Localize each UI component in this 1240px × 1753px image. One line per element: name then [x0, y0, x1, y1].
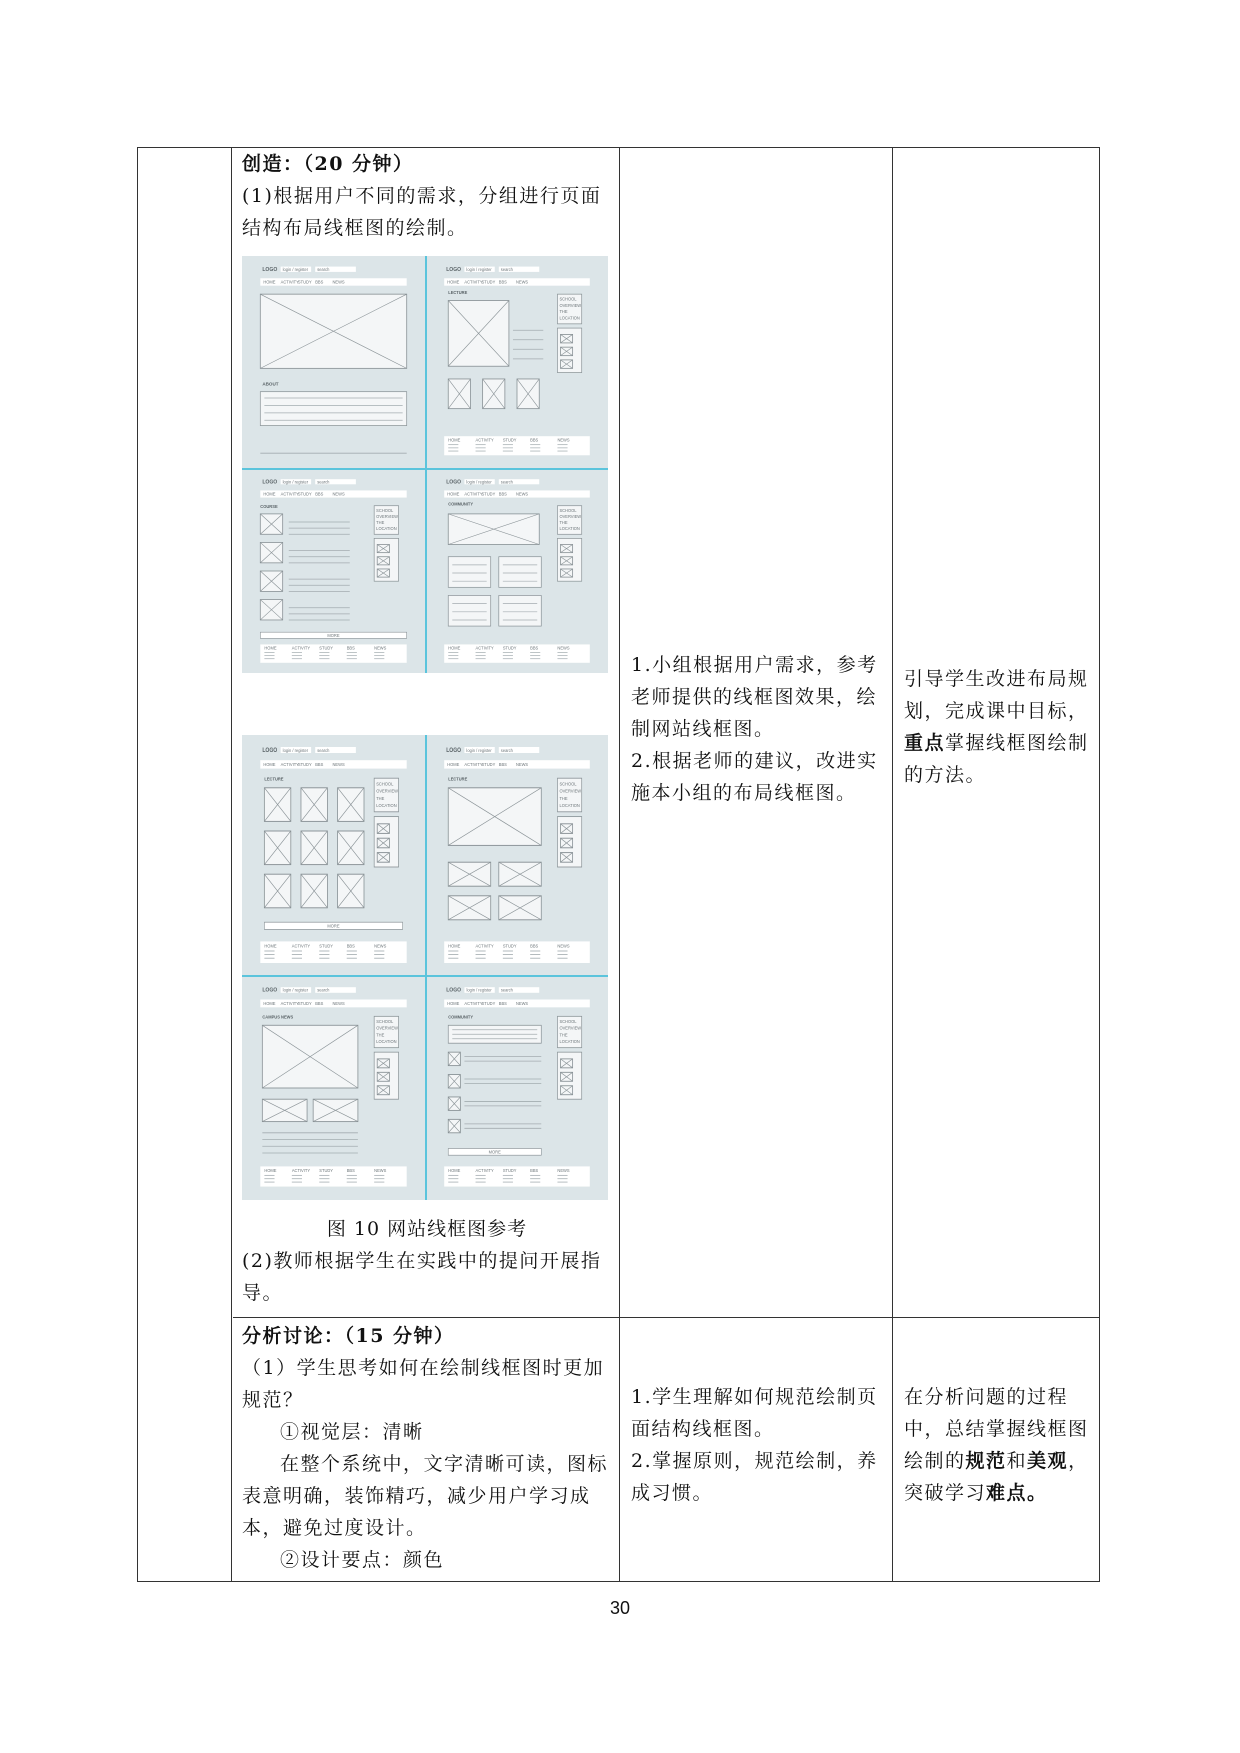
sidebar-link: THE [376, 795, 385, 801]
wireframe-campus-news [242, 976, 425, 1200]
footer-heading: STUDY [319, 1167, 334, 1174]
lesson-table [137, 147, 1100, 1582]
wireframe-nav-item: BBS [498, 279, 507, 285]
wireframe-course [242, 469, 425, 673]
wireframe-nav-item: HOME [447, 491, 460, 497]
footer-heading: HOME [448, 437, 461, 443]
content-box [499, 557, 541, 588]
analysis-intent-cell [904, 1381, 1094, 1509]
wireframe-nav-item: STUDY [297, 761, 312, 768]
wireframe-nav-item: STUDY [297, 279, 312, 285]
sidebar-link: OVERVIEW [376, 1025, 398, 1031]
wireframe-more-label: MORE [327, 632, 340, 638]
footer-heading: ACTIVITY [291, 943, 311, 949]
wireframe-community-list [426, 976, 608, 1200]
wireframe-logo: LOGO [446, 987, 462, 994]
footer-heading: STUDY [502, 1167, 517, 1174]
wireframe-svg [242, 735, 425, 975]
analysis-point-1-body: 在整个系统中，文字清晰可读，图标表意明确，装饰精巧，减少用户学习成本，避免过度设计。 [242, 1453, 609, 1539]
wireframe-login: login / register [466, 747, 492, 753]
page-number: 30 [609, 1598, 631, 1618]
footer-heading: NEWS [557, 943, 570, 949]
intent-text: 引导学生改进布局规划，完成课中目标， [904, 668, 1089, 722]
wireframe-nav-item: ACTIVITY [280, 761, 299, 768]
footer-heading: ACTIVITY [475, 645, 494, 651]
intent-emphasis: 重点 [904, 732, 946, 754]
wireframe-nav-item: HOME [263, 761, 276, 768]
intent-emphasis: 难点。 [986, 1482, 1048, 1504]
footer-heading: ACTIVITY [291, 645, 311, 651]
wireframe-search: search [317, 479, 330, 485]
footer-heading: NEWS [374, 943, 387, 949]
footer-heading: NEWS [374, 645, 387, 651]
analysis-student-activity-1: 1.学生理解如何规范绘制页面结构线框图。 [631, 1386, 878, 1440]
wireframe-section-label: COURSE [260, 503, 278, 509]
wireframe-nav-item: HOME [263, 279, 276, 285]
wireframe-login: login / register [282, 266, 309, 272]
analysis-heading: 分析讨论：（15 分钟） [242, 1325, 455, 1347]
wireframe-nav-item: ACTIVITY [280, 491, 299, 497]
sidebar-link: SCHOOL [376, 781, 394, 787]
footer-heading: NEWS [557, 645, 570, 651]
sidebar-link: OVERVIEW [559, 302, 582, 308]
wireframe-logo: LOGO [446, 479, 462, 486]
wireframe-nav-item: NEWS [515, 1000, 529, 1007]
wireframe-lecture-grid [242, 735, 425, 975]
wireframe-svg [426, 256, 608, 468]
wireframe-group-1 [242, 256, 608, 673]
wireframe-community [426, 469, 608, 673]
footer-heading: HOME [264, 645, 277, 651]
intent-text: 在分析问题的过程中，总结掌握线框图绘制的 [904, 1386, 1089, 1472]
wireframe-nav-item: BBS [498, 1000, 507, 1007]
sidebar-link: OVERVIEW [559, 513, 582, 519]
wireframe-login: login / register [466, 987, 492, 993]
sidebar-link: THE [559, 795, 568, 801]
sidebar-link: LOCATION [376, 802, 397, 809]
sidebar-link: THE [559, 1032, 568, 1038]
wireframe-nav-item: STUDY [297, 1000, 312, 1007]
wireframe-nav-item: BBS [315, 1000, 324, 1007]
create-student-cell [631, 649, 881, 809]
create-para-2-cell [242, 1245, 612, 1309]
sidebar-link: LOCATION [559, 802, 580, 809]
sidebar-link: LOCATION [559, 315, 580, 321]
wireframe-nav-item: NEWS [515, 491, 529, 497]
footer-heading: ACTIVITY [475, 437, 494, 443]
sidebar-link: SCHOOL [376, 507, 394, 513]
content-box [448, 557, 490, 588]
sidebar-link: OVERVIEW [559, 1025, 582, 1031]
wireframe-section-label: CAMPUS NEWS [262, 1014, 294, 1020]
sidebar-link: THE [559, 520, 568, 526]
footer-heading: STUDY [319, 943, 334, 949]
table-divider [619, 148, 620, 1581]
wireframe-svg [426, 976, 608, 1200]
sidebar-link: LOCATION [376, 526, 397, 532]
wireframe-lecture [426, 256, 608, 468]
wireframe-svg [242, 976, 425, 1200]
wireframe-logo: LOGO [446, 747, 462, 754]
wireframe-nav-item: BBS [315, 279, 324, 285]
wireframe-lecture-detail [426, 735, 608, 975]
wireframe-home [242, 256, 425, 468]
wireframe-svg [426, 735, 608, 975]
create-design-intent [904, 663, 1094, 791]
footer-heading: NEWS [557, 437, 570, 443]
wireframe-logo: LOGO [446, 266, 462, 273]
footer-heading: HOME [448, 943, 461, 949]
sidebar-link: SCHOOL [559, 296, 577, 302]
wireframe-nav-item: ACTIVITY [464, 1000, 483, 1007]
wireframe-section-label: LECTURE [448, 290, 468, 296]
sidebar-link: THE [559, 309, 568, 315]
sidebar-link: OVERVIEW [559, 788, 582, 794]
footer-heading: BBS [346, 645, 355, 651]
intent-text: 掌握线框图绘制的方法。 [904, 732, 1089, 786]
wireframe-search: search [500, 987, 513, 993]
table-row-divider [233, 1317, 1099, 1318]
wireframe-nav-item: ACTIVITY [464, 761, 483, 768]
sidebar-link: LOCATION [376, 1039, 397, 1045]
wireframe-svg [242, 469, 425, 673]
wireframe-nav-item: BBS [315, 491, 324, 497]
wireframe-login: login / register [282, 747, 309, 753]
wireframe-login: login / register [282, 987, 309, 993]
analysis-content-cell [242, 1320, 612, 1576]
wireframe-logo: LOGO [262, 987, 278, 994]
sidebar-link: SCHOOL [559, 1018, 577, 1025]
wireframe-search: search [500, 479, 513, 485]
wireframe-logo: LOGO [262, 747, 278, 754]
analysis-point-1: ①视觉层：清晰 [280, 1421, 424, 1443]
wireframe-nav-item: BBS [315, 761, 324, 768]
intent-emphasis: 规范 [965, 1450, 1007, 1472]
wireframe-svg [426, 469, 608, 673]
footer-heading: STUDY [502, 645, 517, 651]
wireframe-nav-item: NEWS [332, 279, 345, 285]
intent-text: ，突破学习 [904, 1450, 1089, 1504]
footer-heading: NEWS [374, 1167, 387, 1174]
wireframe-login: login / register [282, 479, 309, 485]
wireframe-nav-item: ACTIVITY [280, 1000, 299, 1007]
wireframe-logo: LOGO [262, 479, 278, 486]
create-intent-cell [904, 663, 1094, 791]
wireframe-divider [242, 468, 608, 470]
footer-heading: HOME [264, 1167, 277, 1174]
wireframe-section-label: COMMUNITY [448, 501, 474, 507]
sidebar-link: SCHOOL [559, 781, 577, 787]
intent-text: 和 [1006, 1450, 1028, 1472]
wireframe-nav-item: HOME [447, 761, 460, 768]
footer-heading: NEWS [557, 1167, 570, 1174]
create-para-1: (1)根据用户不同的需求，分组进行页面结构布局线框图的绘制。 [242, 185, 602, 239]
create-heading: 创造：（20 分钟） [242, 153, 414, 175]
analysis-student-activity-2: 2.掌握原则，规范绘制，养成习惯。 [631, 1450, 878, 1504]
wireframe-svg [242, 256, 425, 468]
sidebar-link: OVERVIEW [376, 788, 398, 794]
footer-heading: HOME [264, 943, 277, 949]
footer-heading: BBS [530, 1167, 539, 1174]
sidebar-link: LOCATION [559, 526, 580, 532]
sidebar-link: THE [376, 520, 385, 526]
wireframe-nav-item: STUDY [481, 491, 496, 497]
content-box [448, 595, 490, 626]
wireframe-section-label: LECTURE [264, 776, 284, 782]
wireframe-group-2 [242, 735, 608, 1200]
create-content-cell [242, 148, 612, 244]
wireframe-login: login / register [466, 479, 492, 485]
wireframe-nav-item: STUDY [297, 491, 312, 497]
analysis-question-1: （1）学生思考如何在绘制线框图时更加规范？ [242, 1357, 605, 1411]
wireframe-nav-item: BBS [498, 761, 507, 768]
wireframe-nav-item: STUDY [481, 1000, 496, 1007]
footer-heading: STUDY [502, 943, 517, 949]
wireframe-nav-item: NEWS [515, 279, 529, 285]
figure-caption-cell [242, 1213, 612, 1243]
footer-heading: HOME [448, 1167, 461, 1174]
footer-heading: STUDY [502, 437, 517, 443]
sidebar-link: SCHOOL [559, 507, 577, 513]
analysis-point-2: ②设计要点：颜色 [280, 1549, 445, 1571]
content-box [499, 595, 541, 626]
wireframe-logo: LOGO [262, 266, 278, 273]
wireframe-nav-item: NEWS [332, 761, 345, 768]
footer-heading: ACTIVITY [291, 1167, 311, 1174]
wireframe-nav-item: NEWS [515, 761, 529, 768]
wireframe-about: ABOUT [262, 381, 279, 387]
wireframe-search: search [500, 266, 513, 272]
wireframe-divider [425, 256, 427, 673]
table-divider [231, 148, 232, 1581]
wireframe-search: search [317, 747, 330, 753]
sidebar-link: THE [376, 1032, 385, 1038]
analysis-student-cell [631, 1381, 881, 1509]
wireframe-section-label: COMMUNITY [448, 1014, 474, 1020]
wireframe-divider [242, 975, 608, 977]
sidebar-link: SCHOOL [376, 1018, 394, 1025]
wireframe-section-label: LECTURE [448, 776, 468, 782]
footer-heading: HOME [448, 645, 461, 651]
footer-heading: BBS [530, 437, 539, 443]
wireframe-nav-item: HOME [263, 491, 276, 497]
wireframe-nav-item: NEWS [332, 491, 345, 497]
create-student-activity-2: 2.根据老师的建议，改进实施本小组的布局线框图。 [631, 750, 878, 804]
wireframe-nav-item: ACTIVITY [464, 279, 483, 285]
create-student-activity-1: 1.小组根据用户需求，参考老师提供的线框图效果，绘制网站线框图。 [631, 654, 878, 740]
wireframe-search: search [317, 987, 330, 993]
create-para-2: (2)教师根据学生在实践中的提问开展指导。 [242, 1250, 602, 1304]
footer-heading: STUDY [319, 645, 334, 651]
wireframe-more-label: MORE [327, 923, 340, 929]
table-divider [892, 148, 893, 1581]
wireframe-nav-item: HOME [263, 1000, 276, 1007]
analysis-design-intent [904, 1381, 1094, 1509]
footer-heading: ACTIVITY [475, 943, 494, 949]
wireframe-nav-item: ACTIVITY [280, 279, 299, 285]
wireframe-nav-item: HOME [447, 1000, 460, 1007]
footer-heading: BBS [530, 645, 539, 651]
wireframe-more-label: MORE [488, 1149, 501, 1155]
footer-heading: ACTIVITY [475, 1167, 494, 1174]
wireframe-nav-item: STUDY [481, 279, 496, 285]
wireframe-divider [425, 735, 427, 1200]
wireframe-search: search [500, 747, 513, 753]
wireframe-search: search [317, 266, 330, 272]
sidebar-link: LOCATION [559, 1039, 580, 1045]
wireframe-nav-item: ACTIVITY [464, 491, 483, 497]
wireframe-login: login / register [466, 266, 492, 272]
sidebar-link: OVERVIEW [376, 513, 398, 519]
intent-emphasis: 美观 [1027, 1450, 1069, 1472]
wireframe-nav-item: BBS [498, 491, 507, 497]
footer-heading: BBS [346, 943, 355, 949]
wireframe-nav-item: NEWS [332, 1000, 345, 1007]
wireframe-nav-item: HOME [447, 279, 460, 285]
figure-caption: 图 10 网站线框图参考 [326, 1218, 528, 1240]
footer-heading: BBS [346, 1167, 355, 1174]
footer-heading: BBS [530, 943, 539, 949]
wireframe-nav-item: STUDY [481, 761, 496, 768]
